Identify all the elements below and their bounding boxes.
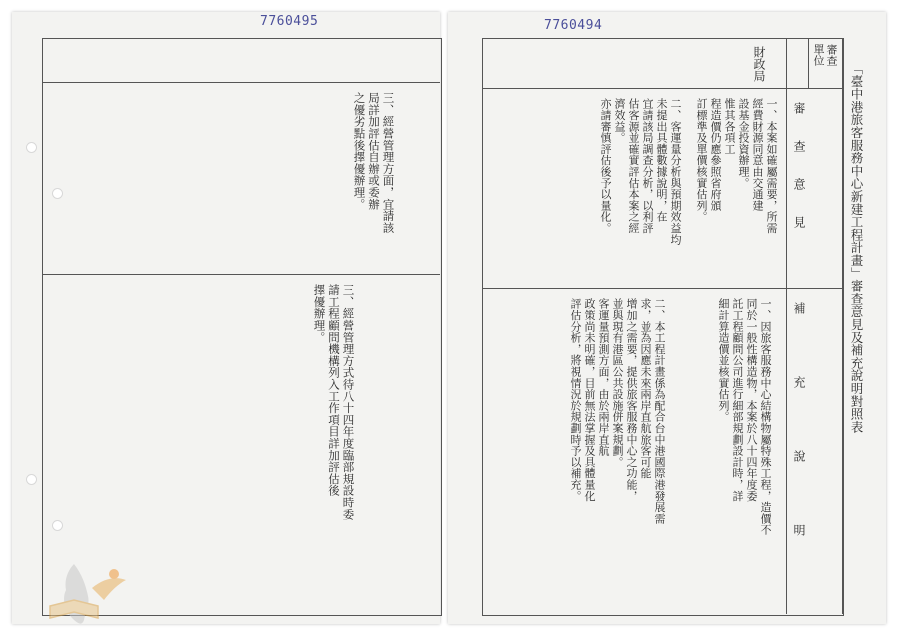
- right-page: [448, 12, 886, 624]
- left-opinion-block: 三、經營管理方面，宜請該 局詳加評估自辦或委辦 之優劣點後擇優辦理。: [352, 92, 396, 234]
- document-serial-number: 7760494: [544, 18, 603, 33]
- review-unit-value: 財政局: [752, 46, 766, 82]
- left-row-divider: [42, 274, 440, 275]
- library-watermark-logo: [42, 560, 132, 630]
- response-item: 一、因旅客服務中心結構物屬特殊工程，造價不 同於一般性構造物，本案於八十四年度委 託工程顧問公司進行細部規劃設計時，詳 細計算造價並核實估列。: [717, 298, 772, 536]
- document-title: 「臺中港旅客服務中心新建工程計畫」審查意見及補充說明對照表: [849, 62, 864, 434]
- document-serial-number: 7760495: [260, 14, 319, 29]
- review-opinion-item: 一、本案如確屬需要，所需 經費財源同意由交通建 設基金投資辦理。 惟其各項工 程造價仍應參照省府頒 訂標準及單價核實估列。: [695, 98, 778, 234]
- punch-hole: [26, 474, 37, 485]
- left-page: [12, 12, 440, 624]
- punch-hole: [26, 142, 37, 153]
- right-outer-border: [842, 38, 843, 614]
- punch-hole: [52, 520, 63, 531]
- review-unit-label: 審查 單位: [812, 44, 838, 66]
- response-item: 二、本工程計畫係為配合台中港國際港發展需 求，並為因應未來兩岸直航旅客可能 增加之需要，提供旅客服務中心之功能， 並與現有港區公共設施併案規劃。 客運量預測方面，由於兩岸直航 政策尚未明確，目前無法掌握及具體量化 評估分析，將視情況於規劃時予以補充。: [569, 298, 666, 524]
- right-column-divider: [786, 38, 787, 614]
- review-opinion-item: 二、客運量分析與預期效益均 未提出具體數據說明，在 宜請該局調查分析，以利評 估客源並確實評估本案之經 濟效益。 亦請審慎評估後予以量化。: [599, 98, 682, 245]
- supplementary-explanation-label: 補 充 說 明: [792, 302, 806, 560]
- right-header-row-divider: [482, 88, 842, 89]
- punch-hole: [52, 188, 63, 199]
- left-response-block: 三、經營管理方式待八十四年度臨部規設時委 請工程顧問機構列入工作項目詳加評估後 擇優辦理。: [312, 284, 356, 520]
- header-label-divider: [808, 38, 809, 88]
- right-row-divider: [482, 288, 842, 289]
- review-opinion-label: 審 查 意 見: [792, 102, 806, 234]
- left-header-row-divider: [42, 82, 440, 83]
